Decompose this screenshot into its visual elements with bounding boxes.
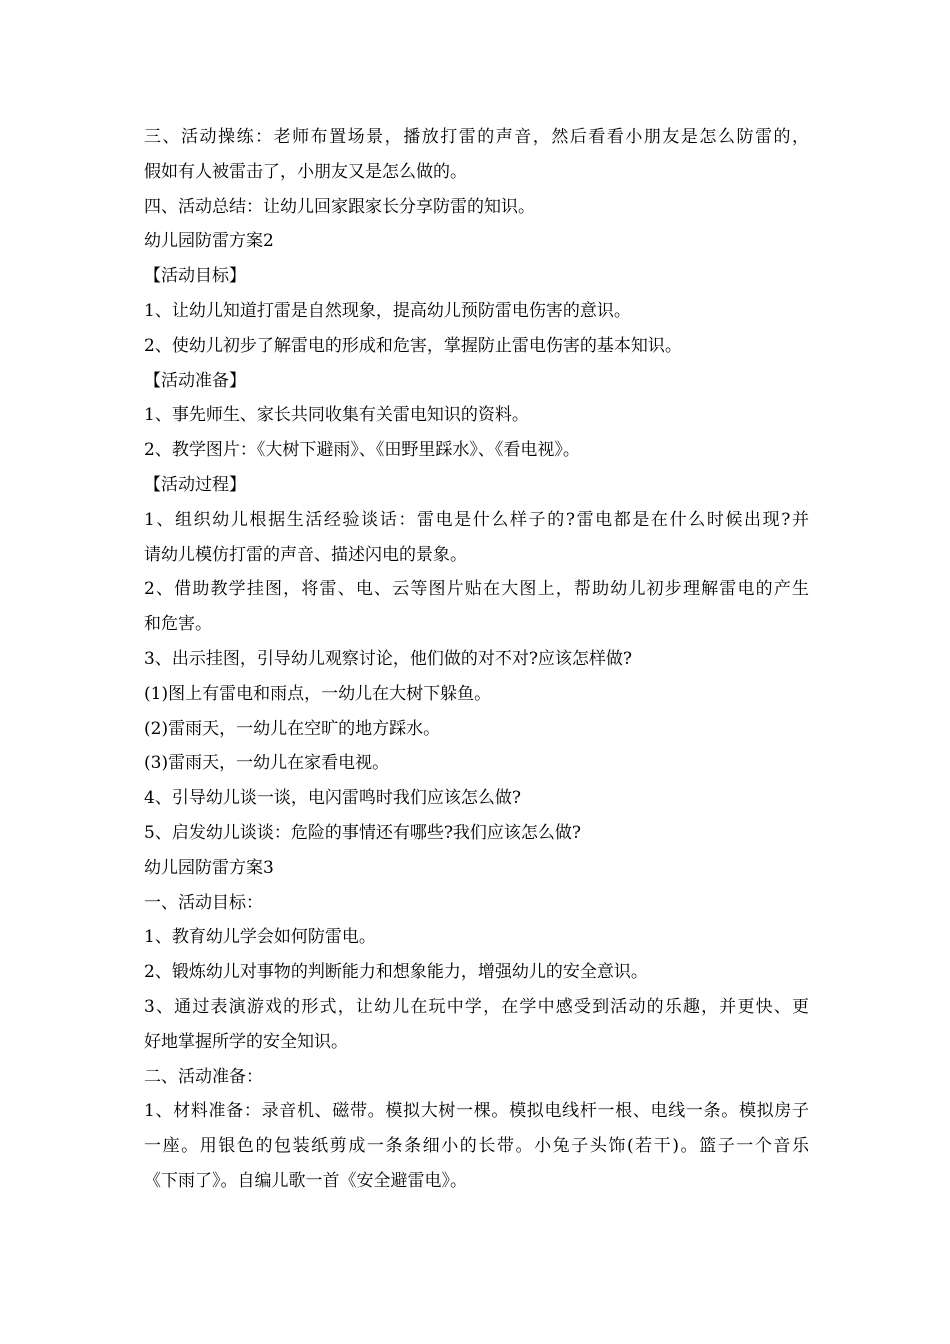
list-item: 1、让幼儿知道打雷是自然现象，提高幼儿预防雷电伤害的意识。 <box>144 300 631 321</box>
subsection-heading: 【活动准备】 <box>144 370 246 391</box>
list-item: 2、使幼儿初步了解雷电的形成和危害，掌握防止雷电伤害的基本知识。 <box>144 335 682 356</box>
list-item: 3、出示挂图，引导幼儿观察讨论，他们做的对不对?应该怎样做? <box>144 648 633 669</box>
subsection-heading: 【活动目标】 <box>144 266 246 287</box>
paragraph-line: 和危害。 <box>144 614 212 635</box>
section-heading: 幼儿园防雷方案3 <box>144 857 274 878</box>
document-body <box>144 120 809 1199</box>
paragraph-line: 假如有人被雷击了，小朋友又是怎么做的。 <box>144 161 467 182</box>
list-item: 2、教学图片：《大树下避雨》、《田野里踩水》、《看电视》。 <box>144 440 580 461</box>
list-item: (3)雷雨天，一幼儿在家看电视。 <box>144 753 390 774</box>
paragraph-line: 一座。用银色的包装纸剪成一条条细小的长带。小兔子头饰(若干)。篮子一个音乐 <box>144 1136 809 1157</box>
paragraph-line: 好地掌握所学的安全知识。 <box>144 1031 348 1052</box>
list-item: 3、通过表演游戏的形式，让幼儿在玩中学，在学中感受到活动的乐趣，并更快、更 <box>144 996 809 1017</box>
list-item: 2、借助教学挂图，将雷、电、云等图片贴在大图上，帮助幼儿初步理解雷电的产生 <box>144 579 809 600</box>
list-item: 1、材料准备：录音机、磁带。模拟大树一棵。模拟电线杆一根、电线一条。模拟房子 <box>144 1101 809 1122</box>
list-item: 1、事先师生、家长共同收集有关雷电知识的资料。 <box>144 405 529 426</box>
subsection-heading: 二、活动准备： <box>144 1066 263 1087</box>
list-item: 1、组织幼儿根据生活经验谈话：雷电是什么样子的?雷电都是在什么时候出现?并 <box>144 509 809 530</box>
list-item: (1)图上有雷电和雨点，一幼儿在大树下躲鱼。 <box>144 683 492 704</box>
list-item: (2)雷雨天，一幼儿在空旷的地方踩水。 <box>144 718 441 739</box>
paragraph-line: 请幼儿模仿打雷的声音、描述闪电的景象。 <box>144 544 467 565</box>
paragraph-line: 《下雨了》。自编儿歌一首《安全避雷电》。 <box>144 1170 467 1191</box>
list-item: 2、锻炼幼儿对事物的判断能力和想象能力，增强幼儿的安全意识。 <box>144 962 648 983</box>
paragraph-line: 三、活动操练：老师布置场景，播放打雷的声音，然后看看小朋友是怎么防雷的， <box>144 127 809 147</box>
list-item: 1、教育幼儿学会如何防雷电。 <box>144 927 376 948</box>
list-item: 4、引导幼儿谈一谈，电闪雷鸣时我们应该怎么做? <box>144 788 521 809</box>
list-item: 5、启发幼儿谈谈：危险的事情还有哪些?我们应该怎么做? <box>144 822 582 843</box>
subsection-heading: 【活动过程】 <box>144 474 246 495</box>
paragraph-line: 四、活动总结：让幼儿回家跟家长分享防雷的知识。 <box>144 196 535 217</box>
subsection-heading: 一、活动目标： <box>144 892 263 913</box>
section-heading: 幼儿园防雷方案2 <box>144 231 274 252</box>
